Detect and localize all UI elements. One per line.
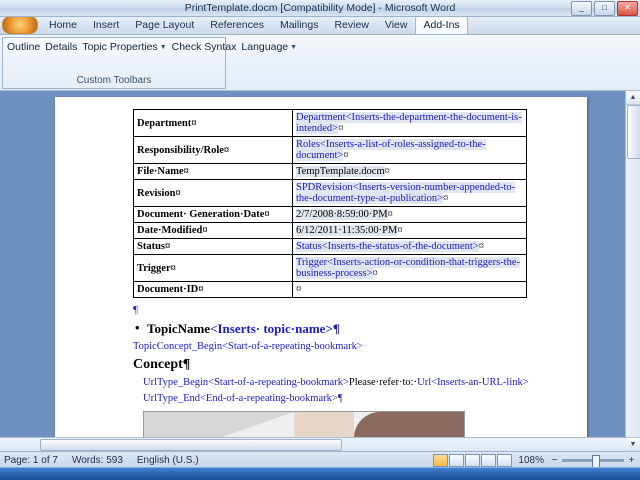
- urltype-end-field: <End-of-a-repeating-bookmark>: [200, 393, 338, 405]
- cell-mark: ¤: [478, 241, 484, 252]
- field-revision: SPDRevision<Inserts-version-number-appended-to-the-document-type-at-publication>: [296, 182, 516, 204]
- status-bar: [0, 451, 640, 468]
- zoom-level[interactable]: 108%: [518, 454, 544, 466]
- table-row[interactable]: [134, 137, 527, 164]
- topic-concept-begin-bookmark: TopicConcept_Begin: [133, 341, 223, 352]
- zoom-slider[interactable]: [550, 455, 636, 466]
- row-value-department[interactable]: [293, 110, 527, 137]
- row-label-department: Department¤: [134, 110, 293, 137]
- urltype-end-bookmark: UrlType_End: [143, 393, 201, 405]
- zoom-track[interactable]: [562, 459, 624, 462]
- paragraph-mark-after-table: ¶: [133, 304, 138, 316]
- cell-mark: ¤: [372, 268, 378, 279]
- cell-mark: ¤: [296, 284, 302, 295]
- horizontal-scrollbar[interactable]: [0, 437, 626, 451]
- toolbar-item-language[interactable]: [241, 41, 297, 53]
- toolbar-item-check-syntax[interactable]: [172, 41, 237, 53]
- window-title: PrintTemplate.docm [Compatibility Mode] - Microsoft Word: [184, 2, 456, 14]
- toolbar-item-topic-properties[interactable]: [82, 41, 166, 53]
- row-value-document-id[interactable]: [293, 282, 527, 298]
- toolbar-item-outline[interactable]: [7, 41, 40, 53]
- urltype-paragraph[interactable]: [143, 376, 573, 389]
- ribbon-tab-bar: [0, 17, 640, 35]
- row-value-revision[interactable]: [293, 180, 527, 207]
- tab-insert[interactable]: Insert: [93, 19, 120, 31]
- toolbar-item-topic-properties-label: Topic Properties: [82, 41, 158, 53]
- custom-toolbar-group: [2, 37, 298, 89]
- row-label-document-generation-date: Document· Generation·Date¤: [134, 207, 293, 223]
- table-row[interactable]: [134, 239, 527, 255]
- status-words[interactable]: Words: 593: [71, 454, 123, 466]
- row-value-trigger[interactable]: [293, 255, 527, 282]
- tab-home[interactable]: Home: [49, 19, 78, 31]
- zoom-out-button[interactable]: −: [551, 454, 558, 466]
- row-value-responsibility-role[interactable]: [293, 137, 527, 164]
- urltype-begin-field: <Start-of-a-repeating-bookmark>: [208, 377, 349, 389]
- zoom-in-button[interactable]: +: [628, 454, 635, 466]
- cell-mark: ¤: [343, 150, 349, 161]
- table-row[interactable]: [134, 282, 527, 298]
- table-row[interactable]: [134, 207, 527, 223]
- status-right-group: [433, 454, 636, 467]
- tab-references[interactable]: References: [210, 19, 264, 31]
- topic-name-paragraph[interactable]: [133, 321, 573, 337]
- heading-concept: Concept¶: [133, 357, 191, 373]
- vertical-scroll-thumb[interactable]: [627, 105, 640, 159]
- toolbar-item-details[interactable]: [45, 41, 77, 53]
- window-controls: [571, 1, 638, 16]
- row-value-document-generation-date[interactable]: [293, 207, 527, 223]
- row-label-revision: Revision¤: [134, 180, 293, 207]
- row-label-document-id: Document·ID¤: [134, 282, 293, 298]
- view-draft-icon[interactable]: [497, 454, 512, 467]
- cell-mark: ¤: [338, 123, 344, 134]
- cell-mark: ¤: [443, 193, 449, 204]
- custom-toolbar-items: [3, 38, 298, 53]
- document-page[interactable]: [55, 97, 587, 451]
- field-status: Status<Inserts-the-status-of-the-document>: [296, 241, 479, 252]
- chevron-down-icon: ▼: [159, 43, 167, 51]
- row-label-status: Status¤: [134, 239, 293, 255]
- view-buttons: [433, 454, 512, 467]
- toolbar-item-check-syntax-label: Check Syntax: [171, 41, 237, 53]
- page-content: [55, 97, 587, 451]
- vertical-scrollbar[interactable]: [625, 91, 640, 451]
- row-value-file-name[interactable]: [293, 164, 527, 180]
- topic-concept-begin-paragraph[interactable]: [133, 340, 573, 353]
- horizontal-scroll-thumb[interactable]: [40, 439, 342, 451]
- taskbar[interactable]: [0, 467, 640, 480]
- document-canvas[interactable]: [0, 91, 640, 451]
- topic-name-bookmark: TopicName: [147, 320, 211, 336]
- maximize-button[interactable]: □: [594, 1, 615, 16]
- view-web-layout-icon[interactable]: [465, 454, 480, 467]
- field-department: Department<Inserts-the-department-the-document-is-intended>: [296, 112, 522, 134]
- metadata-table[interactable]: [133, 109, 527, 298]
- row-label-responsibility-role: Responsibility/Role¤: [134, 137, 293, 164]
- cell-mark: ¤: [397, 225, 403, 236]
- row-value-status[interactable]: [293, 239, 527, 255]
- document-body[interactable]: [133, 304, 573, 405]
- tab-view[interactable]: View: [384, 19, 408, 31]
- field-file-name: TempTemplate.docm: [296, 166, 385, 177]
- row-label-trigger: Trigger¤: [134, 255, 293, 282]
- tab-mailings[interactable]: Mailings: [279, 19, 319, 31]
- field-trigger: Trigger<Inserts-action-or-condition-that-triggers-the-business-process>: [296, 257, 521, 279]
- row-label-file-name: File·Name¤: [134, 164, 293, 180]
- topic-concept-begin-field: <Start-of-a-repeating-bookmark>: [222, 341, 363, 352]
- toolbar-item-outline-label: Outline: [7, 41, 41, 53]
- scroll-up-button[interactable]: ▲: [626, 91, 640, 105]
- field-roles: Roles<Inserts-a-list-of-roles-assigned-to-the-document>: [296, 139, 486, 161]
- topic-name-field: <Inserts· topic·name>: [210, 320, 333, 336]
- cell-mark: ¤: [384, 166, 390, 177]
- tab-review[interactable]: Review: [334, 19, 369, 31]
- close-button[interactable]: ✕: [617, 1, 638, 16]
- title-bar: [0, 0, 640, 17]
- toolbar-item-language-label: Language: [241, 41, 289, 53]
- please-refer-text: Please·refer·to:·: [348, 377, 418, 389]
- view-outline-icon[interactable]: [481, 454, 496, 467]
- table-row[interactable]: [134, 180, 527, 207]
- table-row[interactable]: [134, 255, 527, 282]
- status-language[interactable]: English (U.S.): [136, 454, 199, 466]
- view-full-screen-reading-icon[interactable]: [449, 454, 464, 467]
- custom-toolbars-caption: Custom Toolbars: [76, 75, 152, 86]
- zoom-knob[interactable]: [592, 455, 600, 468]
- tab-page-layout[interactable]: Page Layout: [135, 19, 195, 31]
- scroll-down-button[interactable]: ▼: [626, 437, 640, 451]
- row-label-date-modified: Date·Modified¤: [134, 223, 293, 239]
- urltype-end-paragraph[interactable]: [143, 392, 573, 405]
- office-button-icon[interactable]: [2, 16, 38, 34]
- table-row[interactable]: [134, 223, 527, 239]
- paragraph-mark: ¶: [332, 320, 340, 336]
- status-page[interactable]: Page: 1 of 7: [4, 454, 58, 466]
- urltype-begin-bookmark: UrlType_Begin: [143, 377, 209, 389]
- view-print-layout-icon[interactable]: [433, 454, 448, 467]
- table-row[interactable]: [134, 164, 527, 180]
- minimize-button[interactable]: _: [571, 1, 592, 16]
- row-value-date-modified[interactable]: [293, 223, 527, 239]
- cell-mark: ¤: [387, 209, 393, 220]
- add-ins-ribbon: [0, 35, 640, 91]
- field-generation-date: 2/7/2008·8:59:00·PM: [296, 209, 388, 220]
- paragraph-mark: ¶: [337, 393, 343, 405]
- tab-add-ins[interactable]: Add-Ins: [415, 16, 467, 34]
- url-field: <Inserts-an-URL-link>: [431, 377, 529, 389]
- field-date-modified: 6/12/2011·11:35:00·PM: [296, 225, 398, 236]
- toolbar-item-details-label: Details: [45, 41, 78, 53]
- url-bookmark: Url: [417, 377, 432, 389]
- chevron-down-icon: ▼: [290, 43, 298, 51]
- table-row[interactable]: [134, 110, 527, 137]
